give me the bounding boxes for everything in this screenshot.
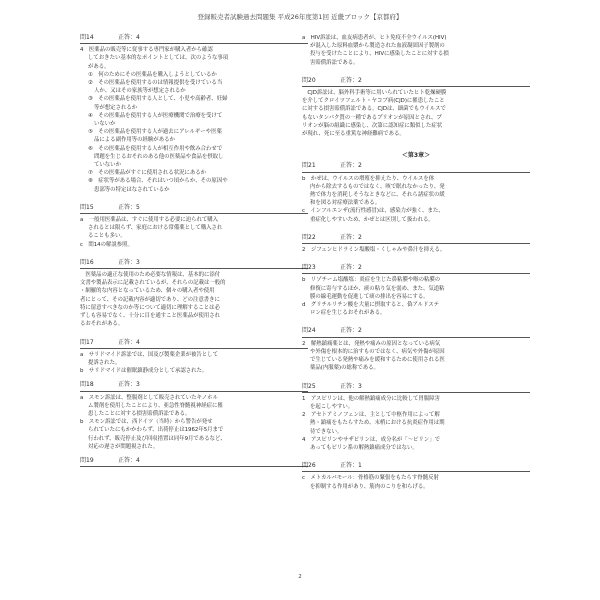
spacer bbox=[302, 138, 530, 148]
spacer bbox=[302, 224, 530, 234]
text-line: 膜の線毛運動を促進して痰の排出を容易にする。 bbox=[310, 293, 429, 300]
text-line: d グリチルリチン酸を大量に摂取すると、偽アルドステ bbox=[302, 302, 440, 309]
text-line: 患部等の特定はなされているか bbox=[94, 186, 170, 193]
text-line: 特に留意すべきなのか等について適切に理解することは必 bbox=[80, 304, 220, 311]
question-number: 問18 bbox=[80, 381, 94, 389]
text-line: a サリドマイド訴訟では、国及び製薬企業が被告として bbox=[80, 351, 218, 358]
text-line: リオンが脳の組織に感染し、次第に認知症に類似した症状 bbox=[302, 122, 443, 129]
text-line: 文書や製品表示に記載されているが、それらの記載は一般的 bbox=[80, 280, 226, 287]
text-line: 者にとって、その記載内容が適切であり、どの注意書きに bbox=[80, 296, 220, 303]
text-line: CJD訴訟は、脳外科手術等に用いられていたヒト乾燥硬膜 bbox=[302, 90, 447, 97]
question-number: 問24 bbox=[302, 327, 316, 335]
page-header: 登録販売者試験過去問題集 平成26年度第1回 近畿ブロック【京都府】 bbox=[197, 13, 403, 21]
spacer bbox=[302, 67, 530, 77]
question-heading bbox=[80, 34, 308, 44]
answer-label: 正答：2 bbox=[340, 76, 362, 84]
answer-label: 正答：3 bbox=[118, 258, 140, 266]
spacer bbox=[80, 249, 308, 259]
question-number: 問16 bbox=[80, 258, 94, 266]
question-heading bbox=[80, 259, 308, 269]
text-line: ることも多い。 bbox=[88, 233, 126, 240]
text-line: るおそれがある。 bbox=[80, 321, 124, 328]
text-line: ム製剤を使用したことにより、亜急性脊髄視神経症に罹 bbox=[88, 402, 223, 409]
text-line: c インフルエンザ(流行性感冒)は、感染力が強く、また、 bbox=[302, 208, 444, 215]
text-line: ⑦ その医薬品がすぐに使用される状況にあるか bbox=[88, 170, 207, 177]
spacer bbox=[302, 317, 530, 327]
question-heading bbox=[80, 339, 308, 349]
question-heading bbox=[80, 381, 308, 391]
text-line: 和を図る対症療法薬である。 bbox=[310, 200, 381, 207]
text-line: ③ その医薬品を使用する人として、小児や高齢者、妊婦 bbox=[88, 96, 228, 103]
text-line: 人か、又はその家族等が想定されるか bbox=[94, 88, 186, 95]
text-line: c メトカルバモール：骨格筋の緊張をもたらす脊髄反射 bbox=[302, 475, 439, 482]
text-line: 行われず、販売停止及び回収措置は同年9月であるなど、 bbox=[88, 435, 226, 442]
right-column bbox=[302, 34, 530, 491]
question-number: 問22 bbox=[302, 233, 316, 241]
question-heading bbox=[302, 383, 530, 393]
question-heading bbox=[302, 162, 530, 172]
text-line: ⑥ その医薬品を使用する人が相互作用や飲み合わせで bbox=[88, 145, 223, 152]
text-line: 等が想定されるか bbox=[94, 104, 138, 111]
text-line: 品による副作用等の経験があるか bbox=[94, 137, 175, 144]
text-line: ④ その医薬品を使用する人が医療機関で治療を受けて bbox=[88, 112, 223, 119]
text-line: あってもピリン系の解熱鎮痛成分ではない。 bbox=[310, 444, 418, 451]
text-line: 重症化しやすいため、かぜとは区別して扱われる。 bbox=[310, 216, 434, 223]
text-line: 2 解熱鎮痛薬とは、発熱や痛みの原因となっている病気 bbox=[302, 340, 441, 347]
answer-label: 正答：2 bbox=[340, 264, 362, 272]
text-line: 1 アスピリンは、他の解熱鎮痛成分に比較して胃腸障害 bbox=[302, 395, 440, 402]
question-number: 問26 bbox=[302, 462, 316, 470]
text-line: 投与を受けたことにより、HIVに感染したことに対する損 bbox=[310, 51, 449, 58]
text-line: 熱で体力を消耗しそうなときなどに、それら諸症状の緩 bbox=[310, 192, 445, 199]
text-line: 害賠償訴訟である。 bbox=[310, 59, 359, 66]
question-heading bbox=[302, 462, 530, 472]
text-line: 熱・鎮痛をもたらすため、末梢における抗炎症作用は期 bbox=[310, 420, 445, 427]
text-line: ロン症を生じるおそれがある。 bbox=[310, 310, 386, 317]
text-line: られていたにもかかわらず、出荷停止は1962年5月まで bbox=[88, 427, 224, 434]
text-line: に対する損害賠償訴訟である。CJDは、細菌でもウイルスで bbox=[302, 106, 446, 113]
text-line: 待できない。 bbox=[310, 428, 343, 435]
text-line: 問題を生じるおそれのある他の医薬品や食品を摂取し bbox=[94, 153, 224, 160]
text-line: ⑧ 症状等がある場合、それはいつ頃からか、その原因や bbox=[88, 178, 228, 185]
text-line: a 一般用医薬品は、すぐに使用する必要に迫られて購入 bbox=[80, 217, 219, 224]
question-number: 問19 bbox=[80, 456, 94, 464]
answer-label: 正答：5 bbox=[118, 203, 140, 211]
text-line: 患したことに対する損害賠償訴訟である。 bbox=[88, 410, 191, 417]
question-heading bbox=[302, 327, 530, 337]
answer-label: 正答：2 bbox=[340, 327, 362, 335]
question-number: 問25 bbox=[302, 382, 316, 390]
text-line: b かぜは、ウイルスの増殖を抑えたり、ウイルスを体 bbox=[302, 175, 435, 182]
spacer bbox=[80, 329, 308, 339]
text-line: 内から除去するものではなく、咳で眠れなかったり、発 bbox=[310, 183, 445, 190]
question-number: 問14 bbox=[80, 34, 94, 41]
answer-label: 正答：2 bbox=[340, 162, 362, 170]
text-line: 2 アセトアミノフェンは、主として中枢作用によって解 bbox=[302, 412, 440, 419]
text-line: 4 医薬品の販売等に従事する専門家が購入者から確認 bbox=[80, 47, 213, 54]
text-line: ずしも容易でなく、十分に目を通すこと医薬品が使用され bbox=[80, 313, 221, 320]
text-line: b サリドマイドは催眠鎮静成分として承認された。 bbox=[80, 368, 208, 375]
question-heading bbox=[80, 204, 308, 214]
text-line: b リゾチーム塩酸塩：炎症を生じた鼻粘膜や喉の粘膜の bbox=[302, 277, 441, 284]
text-line: しておきたい基本的なポイントとしては、次のような事項 bbox=[88, 55, 229, 62]
text-line: もないタンパク質の一種であるプリオンが原因とされ、プ bbox=[302, 114, 442, 121]
question-heading bbox=[302, 77, 530, 87]
question-number: 問21 bbox=[302, 162, 316, 170]
text-line: a HIV訴訟は、血友病患者が、ヒト免疫不全ウイルス(HIV) bbox=[302, 35, 447, 41]
spacer bbox=[302, 254, 530, 264]
text-line: ② その医薬品を使用するのは情報提供を受けている当 bbox=[88, 80, 223, 87]
text-line: c 問14の解説参照。 bbox=[80, 241, 133, 248]
answer-label: 正答：4 bbox=[118, 338, 140, 346]
text-line: ① 何のためにその医薬品を購入しようとしているか bbox=[88, 71, 217, 78]
text-line: 修復に寄与するほか、痰の粘り気を弱め、また、気道粘 bbox=[310, 285, 445, 292]
answer-label: 正答：3 bbox=[340, 382, 362, 390]
text-line: 対応の遅さが問題視された。 bbox=[88, 443, 159, 450]
text-line: を抑制する作用があり、筋肉のこりを和らげる。 bbox=[310, 483, 429, 490]
question-number: 問23 bbox=[302, 264, 316, 272]
answer-label: 正答：4 bbox=[118, 456, 140, 464]
text-line: が現れ、死に至る重篤な神経難病である。 bbox=[302, 131, 405, 138]
text-line: ・網羅的な内容となっているため、個々の購入者や使用 bbox=[80, 288, 215, 295]
question-heading bbox=[302, 264, 530, 274]
answer-label: 正答：1 bbox=[340, 462, 362, 470]
text-line: b スモン訴訟では、西ドイツ（当時）から警告が発せ bbox=[80, 419, 213, 426]
text-line: 2 ジフェンヒドラミン塩酸塩・くしゃみや鼻汁を抑える。 bbox=[302, 247, 446, 254]
text-line: 提訴された。 bbox=[88, 359, 121, 366]
left-column bbox=[80, 34, 308, 469]
text-line: されるとは限らず、家庭における常備薬として購入され bbox=[88, 225, 223, 232]
question-number: 問20 bbox=[302, 76, 316, 84]
text-line: 薬品(内服薬)の総称である。 bbox=[310, 365, 379, 372]
spacer bbox=[302, 373, 530, 383]
question-heading bbox=[80, 457, 308, 467]
text-line: いないか bbox=[94, 121, 116, 128]
text-line: 医薬品の適正な使用のため必要な情報は、基本的に添付 bbox=[80, 272, 221, 279]
text-line: ていないか bbox=[94, 162, 121, 169]
text-line: ⑤ その医薬品を使用する人が過去にアレルギーや医薬 bbox=[88, 129, 222, 136]
text-line: や外傷を根本的に治すものではなく、病気や外傷が原因 bbox=[310, 348, 445, 355]
text-line: がある。 bbox=[88, 63, 110, 70]
answer-label: 正答：2 bbox=[340, 233, 362, 241]
answer-label: 正答：3 bbox=[118, 381, 140, 389]
chapter-heading: ＜第3章＞ bbox=[401, 152, 431, 160]
spacer bbox=[80, 194, 308, 204]
question-number: 問17 bbox=[80, 338, 94, 346]
text-line: 4 アスピリンやサザピリンは、成分名が「〜ピリン」で bbox=[302, 436, 440, 443]
question-number: 問15 bbox=[80, 203, 94, 211]
text-line: a スモン訴訟は、整腸剤として販売されていたキノホル bbox=[80, 394, 218, 401]
text-line: を介してクロイツフェルト・ヤコブ病(CJD)に罹患したこと bbox=[302, 98, 445, 105]
text-line: で生じている発熱や痛みを緩和するために使用される医 bbox=[310, 357, 445, 364]
answer-label: 正答：4 bbox=[118, 34, 140, 41]
question-heading bbox=[302, 234, 530, 244]
text-line: を起こしやすい。 bbox=[310, 403, 354, 410]
page-number: 2 bbox=[298, 574, 302, 580]
text-line: が混入した原料血漿から製造された血液凝固因子製剤の bbox=[310, 43, 445, 50]
spacer bbox=[302, 452, 530, 462]
